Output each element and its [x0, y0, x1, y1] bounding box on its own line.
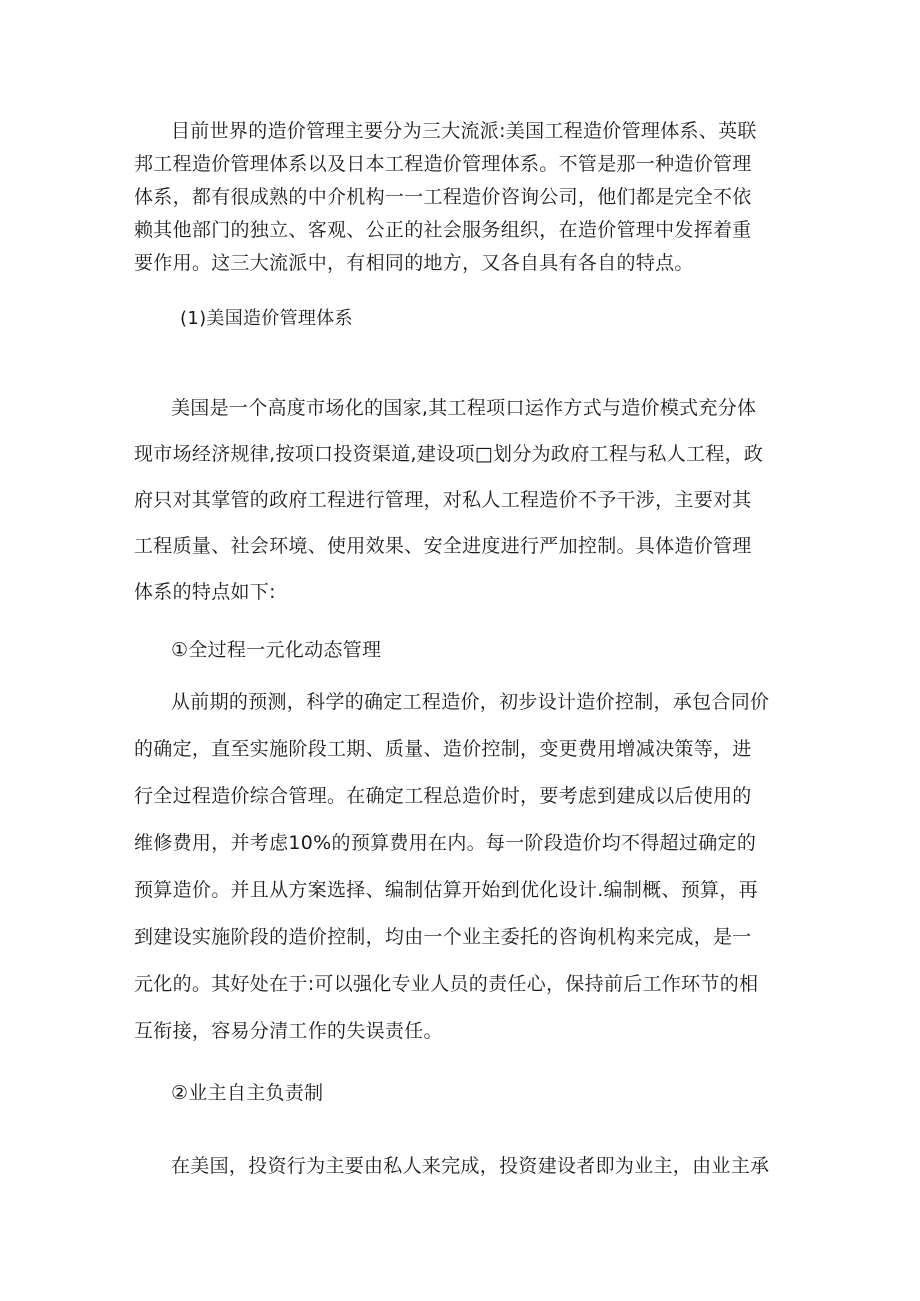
paragraph-3-line-5: 预算造价。并且从方案选择、编制估算开始到优化设计.编制概、预算，再 — [134, 879, 758, 901]
paragraph-1-line-4: 赖其他部门的独立、客观、公正的社会服务组织，在造价管理中发挥着重 — [134, 219, 752, 241]
paragraph-3-line-8: 互衔接，容易分清工作的失误责任。 — [134, 1020, 443, 1042]
paragraph-2-line-1: 美国是一个高度市场化的国家,其工程项口运作方式与造价模式充分体 — [171, 397, 757, 419]
subheading-whole-process-management: ①全过程一元化动态管理 — [171, 639, 382, 661]
paragraph-3-line-2: 的确定，直至实施阶段工期、质量、造价控制，变更费用增减决策等，进 — [134, 738, 752, 760]
paragraph-1-line-5: 要作用。这三大流派中，有相同的地方，又各自具有各自的特点。 — [134, 252, 694, 274]
paragraph-3-line-3: 行全过程造价综合管理。在确定工程总造价时，要考虑到建成以后使用的 — [134, 785, 752, 807]
paragraph-1-line-2: 邦工程造价管理体系以及日本工程造价管理体系。不管是那一种造价管理 — [134, 153, 752, 175]
paragraph-3-line-6: 到建设实施阶段的造价控制，均由一个业主委托的咨询机构来完成，是一 — [134, 926, 752, 948]
paragraph-2-line-5: 体系的特点如下: — [134, 581, 276, 603]
paragraph-3-line-4: 维修费用，并考虑10%的预算费用在内。每一阶段造价均不得超过确定的 — [134, 832, 757, 854]
paragraph-3-line-1: 从前期的预测，科学的确定工程造价，初步设计造价控制，承包合同价 — [171, 691, 770, 713]
paragraph-2-line-2: 现市场经济规律,按项口投资渠道,建设项□划分为政府工程与私人工程，政 — [134, 443, 764, 465]
paragraph-2-line-4: 工程质量、社会环境、使用效果、安全进度进行严加控制。具体造价管理 — [134, 535, 752, 557]
paragraph-3-line-7: 元化的。其好处在于:可以强化专业人员的责任心，保持前后工作环节的相 — [134, 973, 759, 995]
subheading-owner-responsibility: ②业主自主负责制 — [171, 1082, 324, 1104]
section-heading-us-cost-system: (1)美国造价管理体系 — [180, 308, 353, 329]
paragraph-4-line-1: 在美国，投资行为主要由私人来完成，投资建设者即为业主，由业主承 — [171, 1155, 770, 1177]
paragraph-1-line-3: 体系，都有很成熟的中介机构一一工程造价咨询公司，他们都是完全不依 — [134, 186, 752, 208]
paragraph-2-line-3: 府只对其掌管的政府工程进行管理，对私人工程造价不予干涉，主要对其 — [134, 489, 752, 511]
paragraph-1-line-1: 目前世界的造价管理主要分为三大流派:美国工程造价管理体系、英联 — [171, 120, 757, 142]
